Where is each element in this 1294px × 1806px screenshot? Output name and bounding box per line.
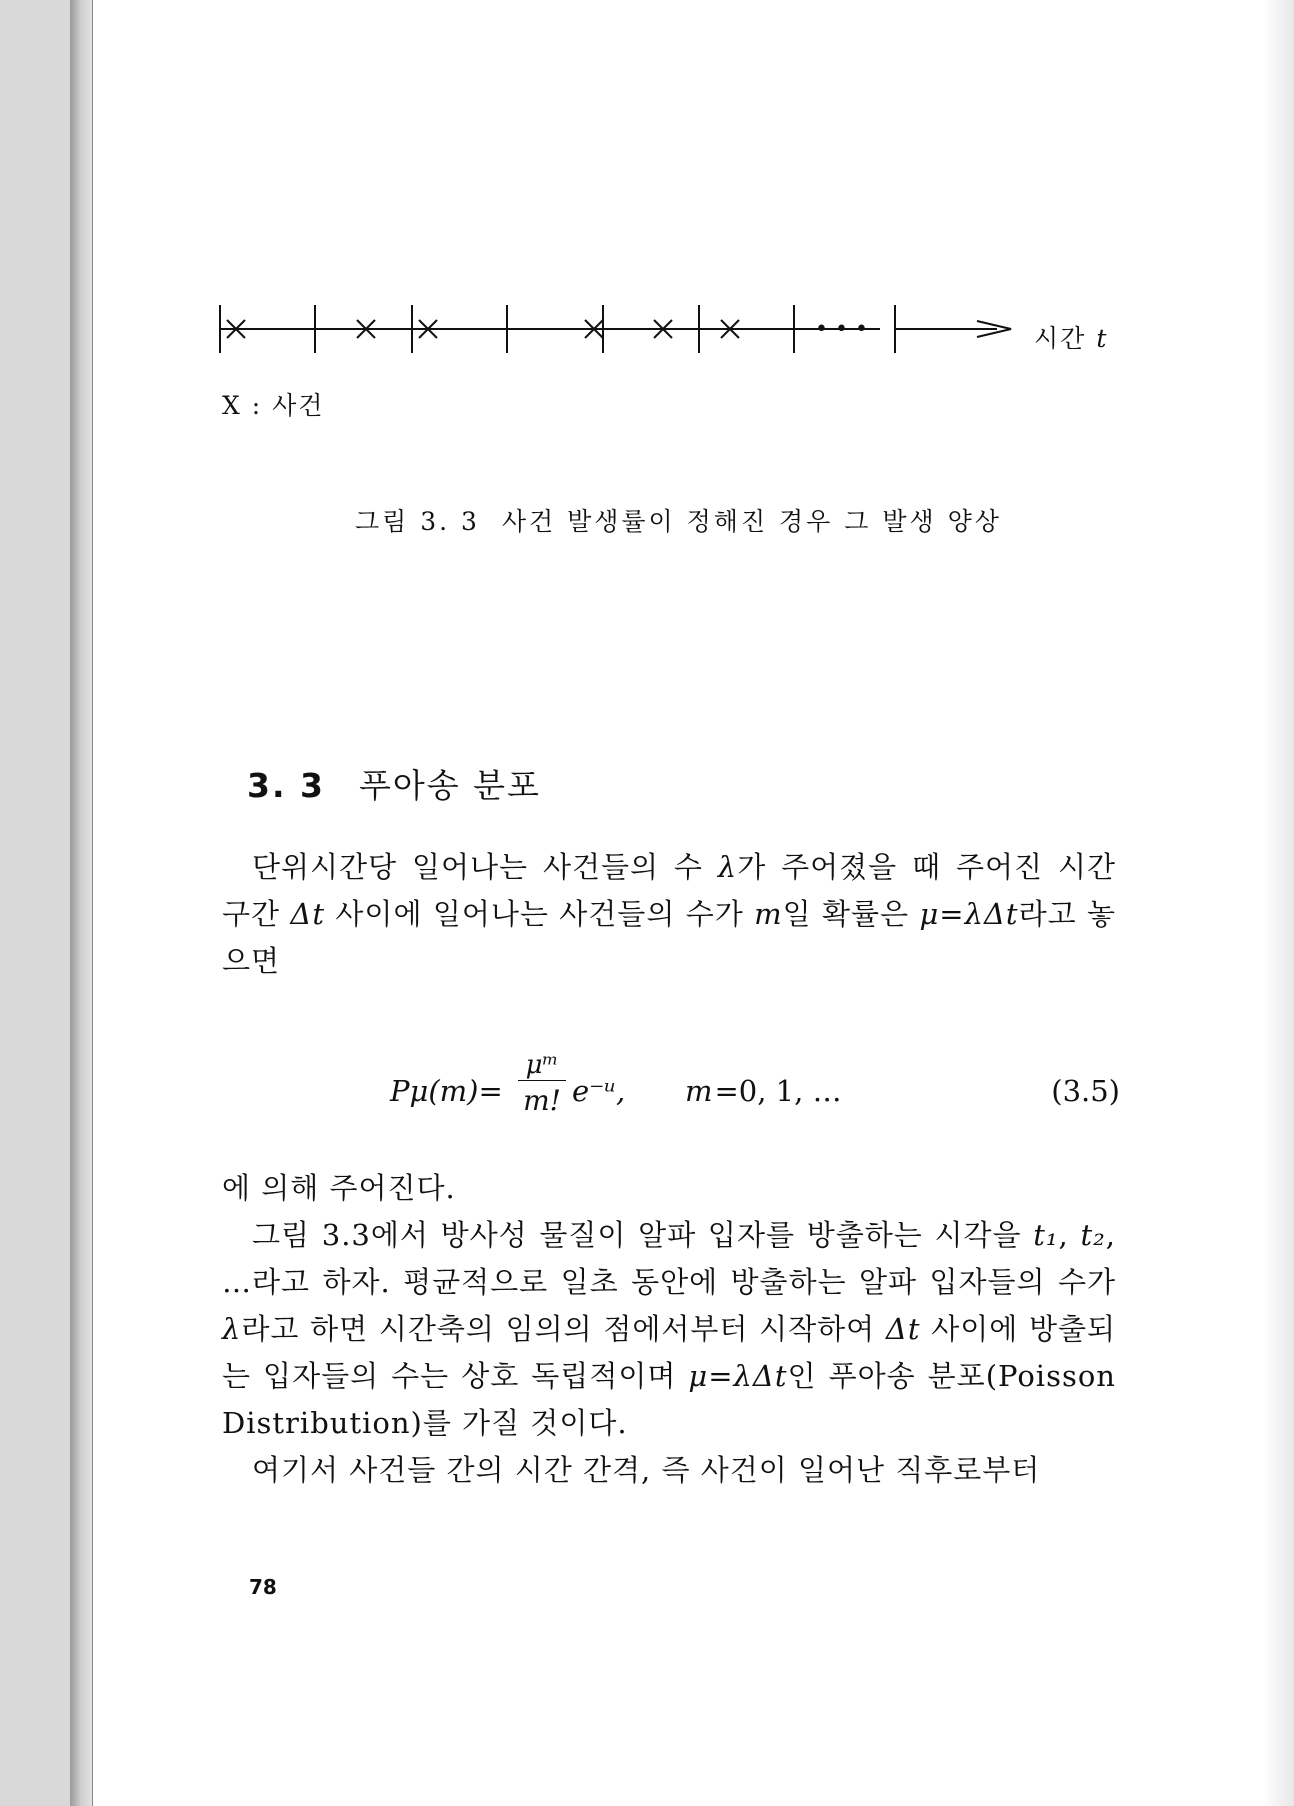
paragraph-intro: 단위시간당 일어나는 사건들의 수 λ가 주어졌을 때 주어진 시간 구간 Δt 사이에 일어나는 사건들의 수가 m일 확률은 μ=λΔt라고 놓으면 bbox=[222, 850, 1117, 978]
axis-label-text: 시간 bbox=[1034, 324, 1087, 353]
section-title: 푸아송 분포 bbox=[358, 766, 541, 805]
page-shadow bbox=[1263, 0, 1294, 1806]
equation-lhs: Pμ(m)= bbox=[390, 1074, 503, 1108]
timeline-figure bbox=[205, 295, 1025, 355]
equation-fraction bbox=[518, 1050, 566, 1121]
timeline-axis-label bbox=[1034, 319, 1108, 355]
page-number: 78 bbox=[249, 1575, 277, 1599]
equation-range: m=0, 1, … bbox=[685, 1074, 842, 1108]
paragraph-alpha-particles: 그림 3.3에서 방사성 물질이 알파 입자를 방출하는 시각을 t₁, t₂, …라고 하자. 평균적으로 일초 동안에 방출하는 알파 입자들의 수가 λ라고 하면 시간축의 임의의 점에서부터 시작하여 Δt 사이에 방출되는 입자들의 수는 상호 독립적이며 μ=λΔt인 푸아송 분포(Poisson Distribution)를 가질 것이다. bbox=[222, 1218, 1116, 1440]
section-number: 3. 3 bbox=[247, 766, 325, 805]
paragraph-time-interval: 여기서 사건들 간의 시간 간격, 즉 사건이 일어난 직후로부터 bbox=[252, 1453, 1041, 1487]
fraction-denominator: m! bbox=[523, 1084, 561, 1117]
equation-exponential: e⁻ᵘ, bbox=[572, 1074, 626, 1108]
axis-variable: t bbox=[1096, 324, 1109, 353]
timeline-ellipsis: • • • bbox=[815, 317, 868, 342]
equation-number: (3.5) bbox=[1051, 1074, 1120, 1108]
paragraph-after-equation: 에 의해 주어진다. bbox=[222, 1171, 456, 1205]
figure-legend: X : 사건 bbox=[222, 391, 325, 420]
section-heading bbox=[247, 760, 541, 807]
fraction-numerator: μᵐ bbox=[518, 1050, 566, 1081]
equation-3-5 bbox=[390, 1050, 1120, 1130]
figure-caption: 그림 3. 3 사건 발생률이 정해진 경우 그 발생 양상 bbox=[355, 507, 1002, 536]
